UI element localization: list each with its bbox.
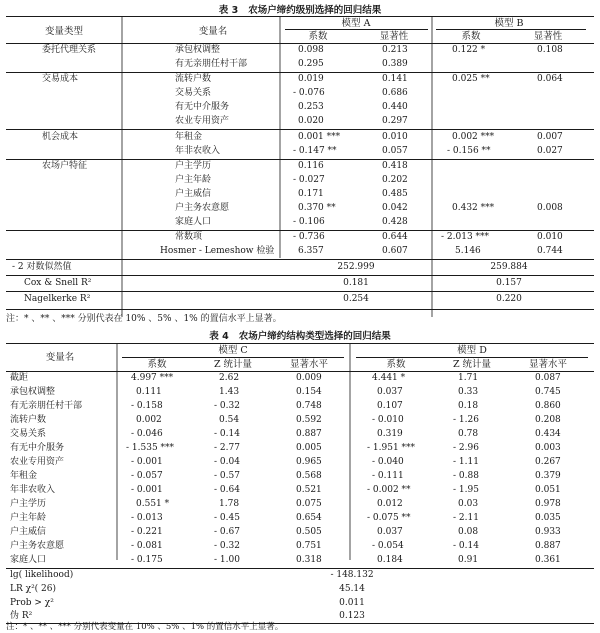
table3-a-sig-cell: 0.202 [382, 175, 408, 185]
table4-fit-value: - 148.132 [330, 570, 374, 580]
table4-d-z-cell: 0.03 [458, 499, 479, 509]
table4-c-z-cell: - 0.32 [214, 541, 240, 551]
table3-fit-b: 0.157 [496, 278, 522, 288]
table3-fit-label: - 2 对数似然值 [12, 262, 72, 272]
table4-d-sig-cell: 0.035 [535, 513, 561, 523]
table4-d-sig-cell: 0.361 [535, 555, 561, 565]
table4-caption [0, 328, 600, 342]
table4-name-cell: 年非农收入 [10, 485, 56, 495]
table3-fit-a: 0.254 [343, 294, 369, 304]
table4-c-coef-cell: - 1.535 *** [126, 443, 175, 453]
table4-d-z-cell: 0.18 [458, 401, 479, 411]
table4-d-z-cell: 0.91 [458, 555, 479, 565]
table3-a-coef-cell: 0.020 [298, 116, 324, 126]
table4-d-z-cell: - 0.14 [453, 541, 479, 551]
table3-header-model-b: 模型 B [494, 18, 524, 29]
table4-c-sig-cell: 0.005 [296, 443, 322, 453]
table3-type-cell: 交易成本 [42, 74, 79, 84]
table3-b-coef-cell: 0.002 *** [452, 132, 495, 142]
table3-a-sig-cell: 0.686 [382, 88, 408, 98]
table4-d-sig-cell: 0.003 [535, 443, 561, 453]
table4-c-coef-cell: - 0.046 [131, 429, 163, 439]
table3-const-a-sig: 0.644 [382, 232, 408, 242]
table3-caption-title: 农场户缔约级别选择的回归结果 [248, 5, 382, 16]
table3-type-cell: 委托代理关系 [42, 45, 97, 55]
table4-caption-number: 表 4 [209, 331, 229, 342]
table4-d-sig-cell: 0.978 [535, 499, 561, 509]
table4-fit-label: Prob > χ² [10, 598, 54, 608]
table4-c-coef-cell: - 0.001 [131, 485, 163, 495]
table4-d-z-cell: - 0.88 [453, 471, 479, 481]
table4-header-model-d: 模型 D [457, 345, 487, 356]
table4-c-coef-cell: - 0.175 [131, 555, 163, 565]
table3-fit-row-rule [6, 275, 594, 276]
table3-name-cell: 户主务农意愿 [175, 203, 230, 213]
table3-a-sig-cell: 0.042 [382, 203, 408, 213]
table3-a-coef-cell: - 0.106 [293, 217, 325, 227]
table4-c-coef-cell: - 0.081 [131, 541, 163, 551]
table4-c-sig-cell: 0.965 [296, 457, 322, 467]
table3-const-a-coef: - 0.736 [293, 232, 325, 242]
table3-type-cell: 机会成本 [42, 132, 79, 142]
table4-name-cell: 户主年龄 [10, 513, 47, 523]
table4-c-z-cell: - 0.57 [214, 471, 240, 481]
table4-d-sig-cell: 0.379 [535, 471, 561, 481]
table4-c-coef-cell: 0.111 [136, 387, 162, 397]
table3-name-cell: 年非农收入 [175, 146, 221, 156]
table4-c-coef-cell: - 0.158 [131, 401, 163, 411]
table3-header-vartype: 变量类型 [44, 26, 84, 37]
table4-d-coef-cell: - 0.054 [372, 541, 404, 551]
table4-name-cell: 户主威信 [10, 527, 47, 537]
table4-c-coef-cell: - 0.221 [131, 527, 163, 537]
table3-name-cell: 流转户数 [175, 74, 212, 84]
table4-c-z-cell: 2.62 [219, 373, 240, 383]
table4-c-sig-cell: 0.521 [296, 485, 322, 495]
table3-a-coef-cell: 0.295 [298, 59, 324, 69]
table3-hl-b-sig: 0.744 [537, 246, 563, 256]
table3-b-sig-cell: 0.008 [537, 203, 563, 213]
table4-d-z-cell: - 1.11 [453, 457, 479, 467]
table4-fit-label: lg( likelihood) [10, 570, 74, 580]
table4-c-sig-cell: 0.887 [296, 429, 322, 439]
table4-d-sig-cell: 0.051 [535, 485, 561, 495]
table4-c-coef-cell: 0.002 [136, 415, 162, 425]
table4-d-sig-cell: 0.208 [535, 415, 561, 425]
table4-d-coef-cell: - 0.010 [372, 415, 404, 425]
table4-name-cell: 有无亲朋任村干部 [10, 401, 83, 411]
table4-c-sig-cell: 0.748 [296, 401, 322, 411]
table3-header-varname: 变量名 [198, 26, 228, 37]
table3-group-rule [6, 129, 594, 130]
table3-b-coef-cell: - 0.156 ** [447, 146, 491, 156]
table3-b-coef-cell: 0.025 ** [452, 74, 490, 84]
table4-d-z-cell: - 1.95 [453, 485, 479, 495]
table4-top-rule [6, 343, 594, 344]
table3-b-sig-cell: 0.108 [537, 45, 563, 55]
table4-d-coef-cell: - 1.951 *** [367, 443, 416, 453]
table3-a-sig-cell: 0.297 [382, 116, 408, 126]
table3-fit-rule [6, 259, 594, 260]
table4-fit-value: 45.14 [339, 584, 365, 594]
table4-c-sig-cell: 0.654 [296, 513, 322, 523]
table4-name-cell: 年租金 [10, 471, 38, 481]
table4-header-model-c: 模型 C [218, 345, 248, 356]
table3-fit-row-rule [6, 291, 594, 292]
table4-name-cell: 流转户数 [10, 415, 47, 425]
table3-a-sig-cell: 0.010 [382, 132, 408, 142]
table3-a-sig-cell: 0.440 [382, 102, 408, 112]
table4-c-sig-cell: 0.505 [296, 527, 322, 537]
table4-c-sig-cell: 0.075 [296, 499, 322, 509]
table4-c-sig-cell: 0.592 [296, 415, 322, 425]
table4-d-sig-cell: 0.887 [535, 541, 561, 551]
table4-c-z-cell: 1.43 [219, 387, 240, 397]
table3-bottom-rule [6, 309, 594, 310]
table4-d-coef-cell: 0.184 [377, 555, 403, 565]
table4-header-c-coef: 系数 [147, 359, 167, 370]
table4-c-z-cell: - 0.67 [214, 527, 240, 537]
table3-fit-b: 259.884 [490, 262, 528, 272]
table4-c-coef-cell: - 0.001 [131, 457, 163, 467]
table3-name-cell: 户主学历 [175, 161, 212, 171]
table3-a-sig-cell: 0.213 [382, 45, 408, 55]
table4-d-coef-cell: - 0.111 [372, 471, 404, 481]
table3-a-coef-cell: - 0.076 [293, 88, 325, 98]
table4-d-sig-cell: 0.434 [535, 429, 561, 439]
table3-b-coef-cell: 0.122 * [452, 45, 486, 55]
table4-c-sig-cell: 0.009 [296, 373, 322, 383]
table4-d-coef-cell: 0.012 [377, 499, 403, 509]
table3-fit-a: 252.999 [337, 262, 375, 272]
table4-d-sig-cell: 0.087 [535, 373, 561, 383]
table4-d-z-cell: 1.71 [458, 373, 479, 383]
table3-header-b-coef: 系数 [461, 31, 481, 42]
table3-hl-b-coef: 5.146 [455, 246, 481, 256]
table4-name-cell: 截距 [10, 373, 29, 383]
table4-caption-title: 农场户缔约结构类型选择的回归结果 [238, 331, 391, 342]
table3-a-coef-cell: 0.116 [298, 161, 324, 171]
table3-a-coef-cell: - 0.147 ** [293, 146, 337, 156]
table3-name-cell: 家庭人口 [175, 217, 212, 227]
table4-d-coef-cell: 4.441 * [372, 373, 406, 383]
table4-c-sig-cell: 0.751 [296, 541, 322, 551]
table4-c-z-cell: - 0.64 [214, 485, 240, 495]
table4-d-sig-cell: 0.267 [535, 457, 561, 467]
table4-c-z-cell: - 1.00 [214, 555, 240, 565]
table4-c-coef-cell: - 0.013 [131, 513, 163, 523]
table4-d-coef-cell: 0.037 [377, 387, 403, 397]
table3-name-cell: 有无亲朋任村干部 [175, 59, 248, 69]
table4-c-z-cell: 0.54 [219, 415, 240, 425]
table4-model-c-rule [122, 357, 344, 358]
table3-note: 注：* 、** 、*** 分别代表在 10% 、5% 、1% 的置信水平上显著。 [6, 314, 282, 324]
table3-a-sig-cell: 0.428 [382, 217, 408, 227]
table3-const-b-coef: - 2.013 *** [441, 232, 490, 242]
table4-c-sig-cell: 0.154 [296, 387, 322, 397]
table4-header-c-z: Z 统计量 [213, 359, 253, 370]
table4-fit-value: 0.123 [339, 611, 365, 621]
table3-const-label: 常数项 [175, 232, 203, 242]
table4-c-coef-cell: 0.551 * [136, 499, 170, 509]
table3-a-coef-cell: 0.001 *** [298, 132, 341, 142]
table4-d-z-cell: - 2.11 [453, 513, 479, 523]
table4-d-coef-cell: 0.037 [377, 527, 403, 537]
table3-name-cell: 承包权调整 [175, 45, 221, 55]
table3-hl-a-coef: 6.357 [298, 246, 324, 256]
table3-header-model-a: 模型 A [341, 18, 371, 29]
table3-a-coef-cell: 0.253 [298, 102, 324, 112]
table4-c-sig-cell: 0.568 [296, 471, 322, 481]
table4-d-coef-cell: - 0.075 ** [367, 513, 411, 523]
table3-header-a-sig: 显著性 [379, 31, 409, 42]
table4-header-d-coef: 系数 [386, 359, 406, 370]
table4-model-d-rule [356, 357, 588, 358]
table3-a-sig-cell: 0.057 [382, 146, 408, 156]
table3-type-cell: 农场户特征 [42, 161, 88, 171]
table4-c-z-cell: - 2.77 [214, 443, 240, 453]
table4-header-varname: 变量名 [45, 352, 75, 363]
table4-d-z-cell: 0.08 [458, 527, 479, 537]
table4-fit-label: LR χ²( 26) [10, 584, 57, 594]
table4-header-d-z: Z 统计量 [452, 359, 492, 370]
table3-b-sig-cell: 0.007 [537, 132, 563, 142]
table3-hl-a-sig: 0.607 [382, 246, 408, 256]
table3-fit-label: Nagelkerke R² [24, 294, 91, 304]
table4-fit-label: 伪 R² [10, 611, 33, 621]
table3-group-rule [6, 230, 594, 231]
table4-name-cell: 交易关系 [10, 429, 47, 439]
table4-c-sig-cell: 0.318 [296, 555, 322, 565]
table3-header-b-sig: 显著性 [533, 31, 563, 42]
table4-d-sig-cell: 0.933 [535, 527, 561, 537]
table3-const-b-sig: 0.010 [537, 232, 563, 242]
table3-a-coef-cell: 0.370 ** [298, 203, 336, 213]
table4-fit-value: 0.011 [339, 598, 365, 608]
table3-fit-a: 0.181 [343, 278, 369, 288]
table4-d-coef-cell: 0.319 [377, 429, 403, 439]
table3-caption-number: 表 3 [218, 5, 239, 16]
table3-header-a-coef: 系数 [308, 31, 328, 42]
table4-fit-rule [6, 568, 594, 569]
table4-name-cell: 户主学历 [10, 499, 47, 509]
table3-name-cell: 农业专用资产 [175, 116, 230, 126]
table4-c-z-cell: - 0.45 [214, 513, 240, 523]
table4-name-cell: 户主务农意愿 [10, 541, 65, 551]
table4-d-coef-cell: - 0.002 ** [367, 485, 411, 495]
table4-c-z-cell: - 0.14 [214, 429, 240, 439]
table3-a-coef-cell: 0.098 [298, 45, 324, 55]
table3-a-sig-cell: 0.141 [382, 74, 408, 84]
table4-d-coef-cell: 0.107 [377, 401, 403, 411]
table3-a-coef-cell: - 0.027 [293, 175, 325, 185]
table4-name-cell: 有无中介服务 [10, 443, 65, 453]
table4-d-z-cell: 0.33 [458, 387, 479, 397]
table3-name-cell: 户主威信 [175, 189, 212, 199]
table4-d-sig-cell: 0.745 [535, 387, 561, 397]
table3-group-rule [6, 72, 594, 73]
table3-name-cell: 交易关系 [175, 88, 212, 98]
table4-header-d-sig: 显著水平 [528, 359, 568, 370]
table3-fit-label: Cox & Snell R² [24, 278, 92, 288]
table3-fit-b: 0.220 [496, 294, 522, 304]
table4-note: 注：* 、** 、*** 分别代表变量在 10% 、5% 、1% 的置信水平上显著。 [6, 622, 284, 632]
table4-c-coef-cell: - 0.057 [131, 471, 163, 481]
table3-a-coef-cell: 0.019 [298, 74, 324, 84]
table4-d-z-cell: 0.78 [458, 429, 479, 439]
table4-d-sig-cell: 0.860 [535, 401, 561, 411]
table3-name-cell: 户主年龄 [175, 175, 212, 185]
table4-c-coef-cell: 4.997 *** [131, 373, 174, 383]
table4-header-c-sig: 显著水平 [289, 359, 329, 370]
table4-d-z-cell: - 1.26 [453, 415, 479, 425]
table4-name-cell: 家庭人口 [10, 555, 47, 565]
table4-header-rule [6, 371, 594, 372]
table3-hl-label: Hosmer - Lemeshow 检验 [160, 246, 275, 256]
table4-d-z-cell: - 2.96 [453, 443, 479, 453]
table4-c-z-cell: 1.78 [219, 499, 240, 509]
table4-c-z-cell: - 0.32 [214, 401, 240, 411]
table3-a-sig-cell: 0.389 [382, 59, 408, 69]
table4-c-z-cell: - 0.04 [214, 457, 240, 467]
table3-b-sig-cell: 0.027 [537, 146, 563, 156]
table4-d-coef-cell: - 0.040 [372, 457, 404, 467]
table4-name-cell: 农业专用资产 [10, 457, 65, 467]
table3-name-cell: 年租金 [175, 132, 203, 142]
table3-name-cell: 有无中介服务 [175, 102, 230, 112]
table4-name-cell: 承包权调整 [10, 387, 56, 397]
table3-group-rule [6, 159, 594, 160]
table3-a-sig-cell: 0.485 [382, 189, 408, 199]
table3-b-coef-cell: 0.432 *** [452, 203, 495, 213]
table3-b-sig-cell: 0.064 [537, 74, 563, 84]
table3-a-coef-cell: 0.171 [298, 189, 324, 199]
table3-a-sig-cell: 0.418 [382, 161, 408, 171]
